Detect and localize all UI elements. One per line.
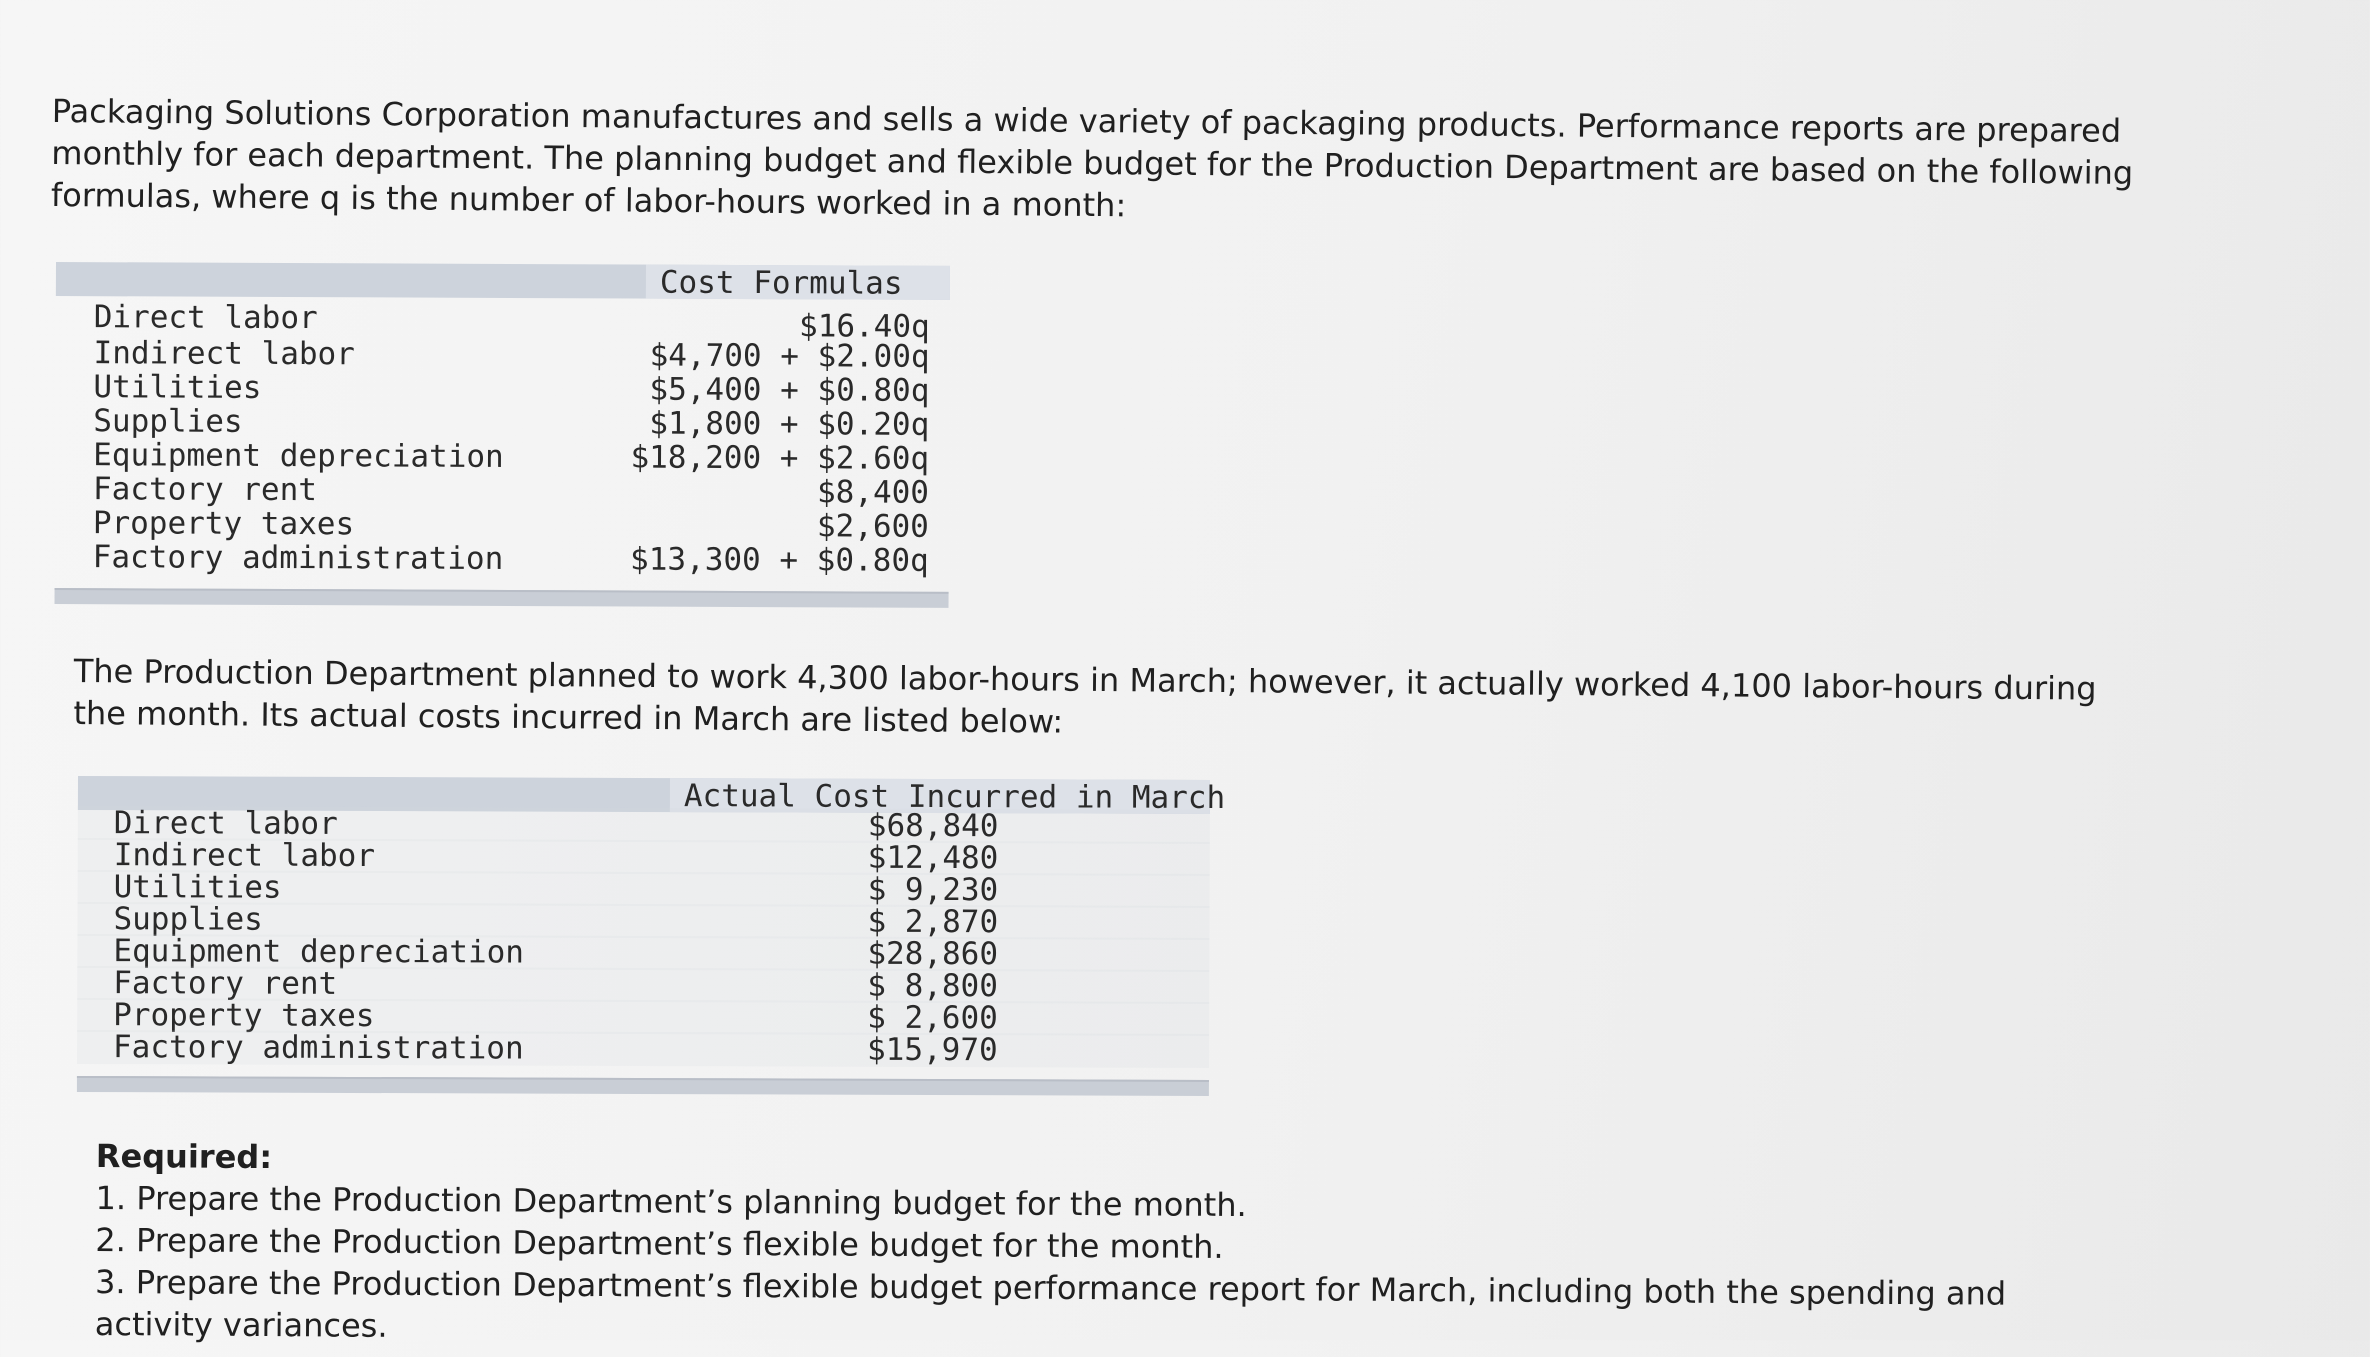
actual-hours-paragraph [73,650,2154,752]
row-value: $ 9,230 [867,871,999,909]
row-label: Indirect labor [93,335,355,373]
actual-costs-header: Actual Cost Incurred in March [670,778,1210,814]
table-footer-bar [55,588,949,608]
row-label: Supplies [113,901,263,938]
row-value: $68,840 [867,807,999,845]
problem-intro [51,90,2202,237]
cost-formulas-table [54,262,950,616]
row-label: Property taxes [113,997,375,1035]
row-label: Supplies [93,403,243,440]
row-value: $ 2,870 [867,903,999,941]
row-value: $12,480 [867,839,999,877]
row-label: Factory administration [112,1029,524,1067]
table-row [55,370,949,408]
required-item-2: 2. Prepare the Production Department’s flexible budget for the month. [95,1220,1224,1266]
row-value: $18,200 + $2.60q [630,439,930,477]
table-row [56,336,950,374]
row-value: $28,860 [867,935,999,973]
actual-costs-table [77,776,1226,1098]
required-title: Required: [95,1137,273,1177]
row-label: Property taxes [92,505,355,543]
row-value: $15,970 [866,1031,998,1069]
cost-formulas-header: Cost Formulas [646,265,950,300]
row-value: $13,300 + $0.80q [630,541,929,579]
table-footer-bar [77,1076,1209,1096]
required-item-3: 3. Prepare the Production Department’s flexible budget performance report for March, including both the spending and activity variances. [94,1262,2007,1345]
row-value: $4,700 + $2.00q [649,337,930,375]
row-value: $2,600 [816,508,929,545]
row-label: Indirect labor [113,837,376,875]
table-row [55,472,949,510]
row-label: Factory rent [92,471,318,509]
required-item-1: 1. Prepare the Production Department’s planning budget for the month. [95,1178,1247,1225]
row-value: $ 2,600 [867,999,998,1037]
required-section [95,1135,2096,1357]
table-row [55,404,949,442]
row-value: $5,400 + $0.80q [649,371,930,409]
table-row [56,299,950,345]
row-label: Factory administration [92,539,504,577]
middle-text: The Production Department planned to work 4,300 labor-hours in March; however, it actually worked 4,100 labor-hours during the month. Its actual costs incurred in March are listed below: [73,651,2097,741]
row-label: Direct labor [93,299,318,337]
row-label: Direct labor [113,805,338,842]
table-row [77,1030,1209,1068]
table-row [55,506,949,544]
row-value: $ 8,800 [867,967,998,1005]
intro-paragraph: Packaging Solutions Corporation manufactures and sells a wide variety of packaging products. Performance reports are prepared monthly for each department. The planning budget and flexible budget for the Production Department are based on the following formulas, where q is the number of labor-hours worked in a month: [50,91,2134,225]
row-label: Utilities [93,369,262,406]
row-value: $16.40q [798,308,930,345]
row-label: Equipment depreciation [93,437,504,475]
row-label: Equipment depreciation [113,933,525,971]
row-label: Factory rent [113,965,338,1002]
table-row [55,438,949,476]
row-value: $1,800 + $0.20q [649,405,930,443]
row-value: $8,400 [816,474,930,511]
row-label: Utilities [113,869,282,906]
table-row [55,540,949,578]
